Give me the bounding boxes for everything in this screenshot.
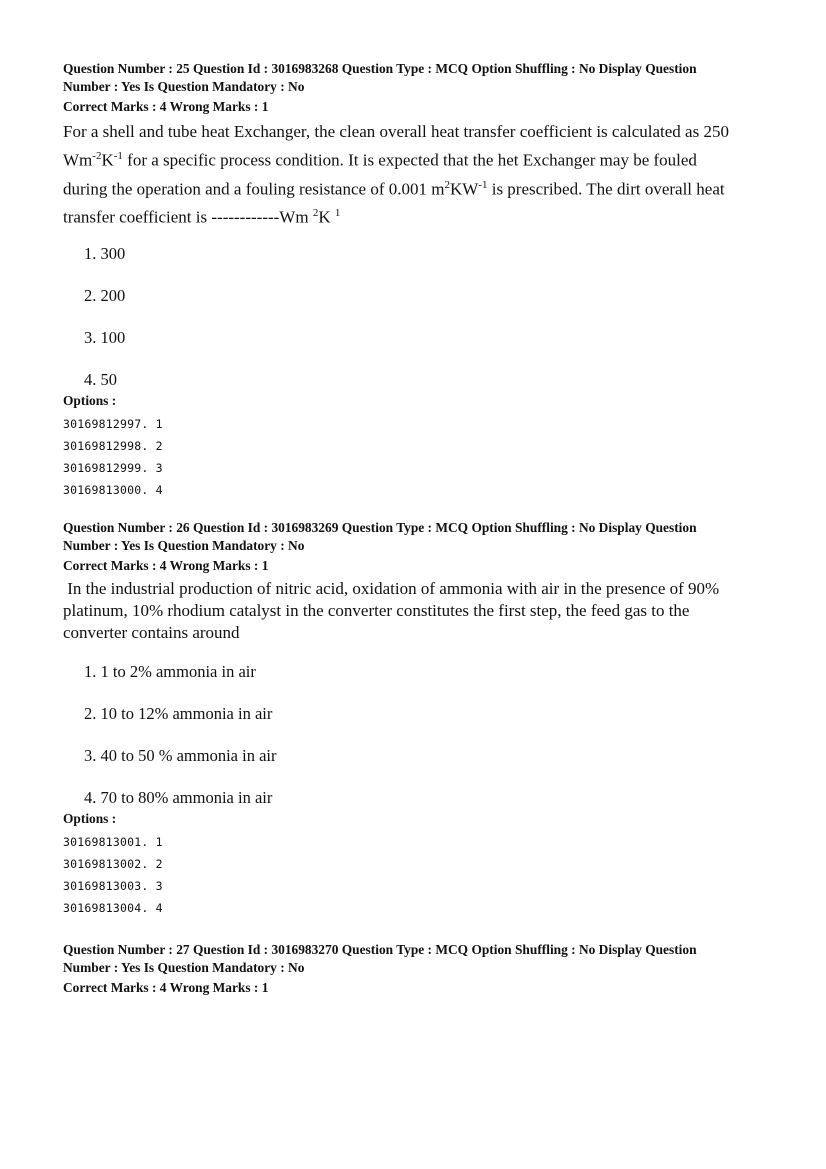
answer-choice: 4. 50: [84, 369, 117, 389]
question-header-line-1: Question Number : 25 Question Id : 3016983268 Question Type : MCQ Option Shuffling : No Display Question: [63, 61, 697, 76]
unit-text: K: [101, 150, 114, 170]
option-id: 30169813001. 1: [63, 835, 163, 849]
unit-text: Wm: [63, 150, 93, 170]
option-id: 30169813004. 4: [63, 901, 163, 915]
superscript: -1: [113, 150, 123, 162]
question-text: [63, 578, 793, 644]
answer-choice: 4. 70 to 80% ammonia in air: [84, 788, 273, 807]
question-header-line-1: Question Number : 27 Question Id : 3016983270 Question Type : MCQ Option Shuffling : No Display Question: [63, 942, 697, 957]
answer-choices: [84, 244, 793, 390]
superscript: -1: [478, 178, 488, 191]
superscript: -2: [92, 150, 102, 162]
question-header: [63, 519, 793, 555]
answer-choice: 3. 100: [84, 327, 126, 347]
option-id: 30169812999. 3: [63, 460, 163, 475]
question-header-line-2: Number : Yes Is Question Mandatory : No: [63, 960, 305, 975]
option-id-list: [63, 413, 793, 501]
question-text-line-1: For a shell and tube heat Exchanger, the clean overall heat transfer coefficient is calculated as 250: [63, 122, 729, 141]
marks-line: Correct Marks : 4 Wrong Marks : 1: [63, 99, 269, 114]
option-id: 30169813002. 2: [63, 857, 163, 871]
option-id: 30169813000. 4: [63, 482, 163, 497]
question-text-fragment: is prescribed. The dirt overall heat: [487, 179, 725, 199]
superscript: 1: [334, 207, 341, 220]
answer-choice: 1. 300: [84, 243, 126, 263]
question-header: [63, 60, 793, 96]
question-header-line-1: Question Number : 26 Question Id : 3016983269 Question Type : MCQ Option Shuffling : No Display Question: [63, 520, 697, 535]
question-block-25: [63, 60, 793, 501]
answer-choice: 3. 40 to 50 % ammonia in air: [84, 746, 277, 765]
question-text-line-1: In the industrial production of nitric acid, oxidation of ammonia with air in the presence of 90%: [63, 579, 720, 598]
question-block-26: [63, 519, 793, 919]
option-id: 30169812997. 1: [63, 416, 163, 431]
option-id-list: [63, 831, 793, 919]
option-id: 30169813003. 3: [63, 879, 163, 893]
question-text-fragment: for a specific process condition. It is expected that the het Exchanger may be fouled: [122, 150, 697, 170]
answer-choice: 1. 1 to 2% ammonia in air: [84, 662, 256, 681]
question-text-line-2: [63, 144, 793, 173]
question-block-27: [63, 941, 793, 997]
unit-text: K: [318, 207, 335, 227]
question-text-line-4: [63, 201, 793, 230]
answer-choices: [84, 662, 793, 808]
marks-line: Correct Marks : 4 Wrong Marks : 1: [63, 980, 269, 995]
options-label: Options :: [63, 811, 117, 826]
superscript: 2: [444, 178, 450, 191]
option-id: 30169812998. 2: [63, 438, 163, 453]
options-label: Options :: [63, 392, 117, 408]
marks-line: Correct Marks : 4 Wrong Marks : 1: [63, 558, 269, 573]
question-text-line-3: [63, 173, 793, 202]
question-header-line-2: Number : Yes Is Question Mandatory : No: [63, 79, 305, 94]
question-text-fragment: transfer coefficient is ------------Wm: [63, 207, 313, 227]
unit-text: KW: [449, 179, 479, 199]
question-header-line-2: Number : Yes Is Question Mandatory : No: [63, 538, 305, 553]
question-text-line-2: platinum, 10% rhodium catalyst in the converter constitutes the first step, the feed gas to the: [63, 601, 690, 620]
question-text: [63, 119, 793, 230]
answer-choice: 2. 200: [84, 285, 126, 305]
question-text-line-3: converter contains around: [63, 623, 240, 642]
superscript: 2: [312, 207, 319, 220]
question-header: [63, 941, 793, 977]
answer-choice: 2. 10 to 12% ammonia in air: [84, 704, 273, 723]
question-text-fragment: during the operation and a fouling resistance of 0.001 m: [63, 179, 445, 199]
